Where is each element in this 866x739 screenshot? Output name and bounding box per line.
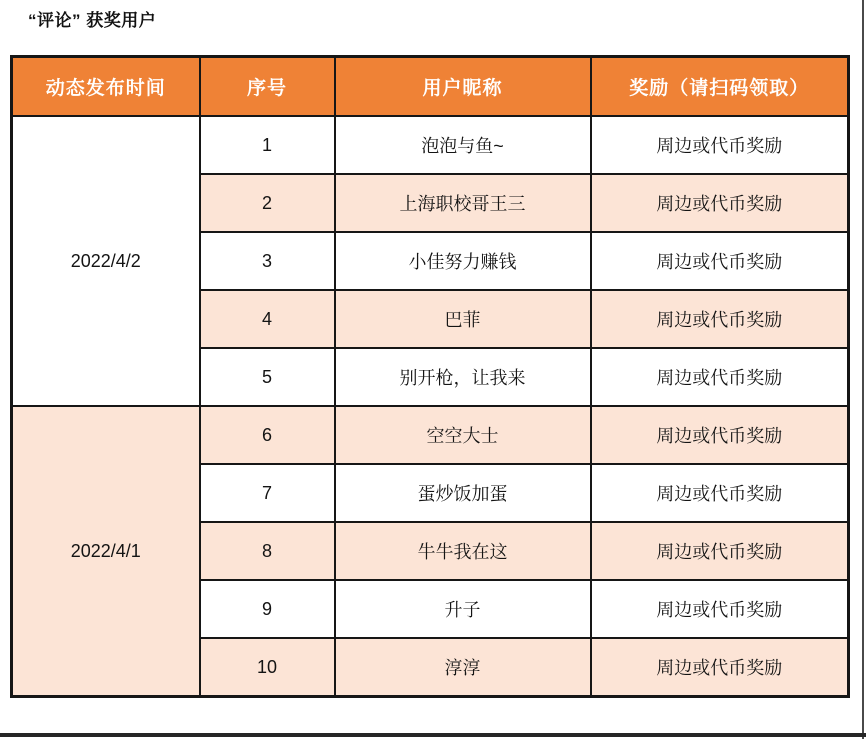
table-row	[12, 116, 849, 174]
reward-cell: 周边或代币奖励	[591, 464, 849, 522]
reward-cell: 周边或代币奖励	[591, 116, 849, 174]
row-number: 4	[200, 290, 335, 348]
nickname-cell: 泡泡与鱼~	[335, 116, 591, 174]
date-cell-group1: 2022/4/2	[12, 116, 200, 406]
date-cell-group2: 2022/4/1	[12, 406, 200, 697]
nickname-cell: 别开枪，让我来	[335, 348, 591, 406]
nickname-cell: 上海职校哥王三	[335, 174, 591, 232]
row-number: 9	[200, 580, 335, 638]
nickname-cell: 牛牛我在这	[335, 522, 591, 580]
header-nickname: 用户昵称	[335, 57, 591, 117]
row-number: 5	[200, 348, 335, 406]
reward-cell: 周边或代币奖励	[591, 580, 849, 638]
header-reward: 奖励（请扫码领取）	[591, 57, 849, 117]
row-number: 10	[200, 638, 335, 697]
reward-cell: 周边或代币奖励	[591, 522, 849, 580]
row-number: 3	[200, 232, 335, 290]
header-row	[12, 57, 849, 117]
nickname-cell: 淳淳	[335, 638, 591, 697]
awards-table	[10, 55, 850, 698]
nickname-cell: 空空大士	[335, 406, 591, 464]
image-bottom-border	[0, 733, 866, 737]
row-number: 2	[200, 174, 335, 232]
reward-cell: 周边或代币奖励	[591, 406, 849, 464]
reward-cell: 周边或代币奖励	[591, 290, 849, 348]
reward-cell: 周边或代币奖励	[591, 232, 849, 290]
header-serial-no: 序号	[200, 57, 335, 117]
reward-cell: 周边或代币奖励	[591, 638, 849, 697]
row-number: 1	[200, 116, 335, 174]
row-number: 8	[200, 522, 335, 580]
table-row	[12, 406, 849, 464]
reward-cell: 周边或代币奖励	[591, 174, 849, 232]
row-number: 6	[200, 406, 335, 464]
nickname-cell: 升子	[335, 580, 591, 638]
nickname-cell: 巴菲	[335, 290, 591, 348]
header-publish-time: 动态发布时间	[12, 57, 200, 117]
nickname-cell: 小佳努力赚钱	[335, 232, 591, 290]
nickname-cell: 蛋炒饭加蛋	[335, 464, 591, 522]
row-number: 7	[200, 464, 335, 522]
page-title: “评论” 获奖用户	[28, 11, 157, 30]
image-right-border	[862, 0, 864, 739]
reward-cell: 周边或代币奖励	[591, 348, 849, 406]
